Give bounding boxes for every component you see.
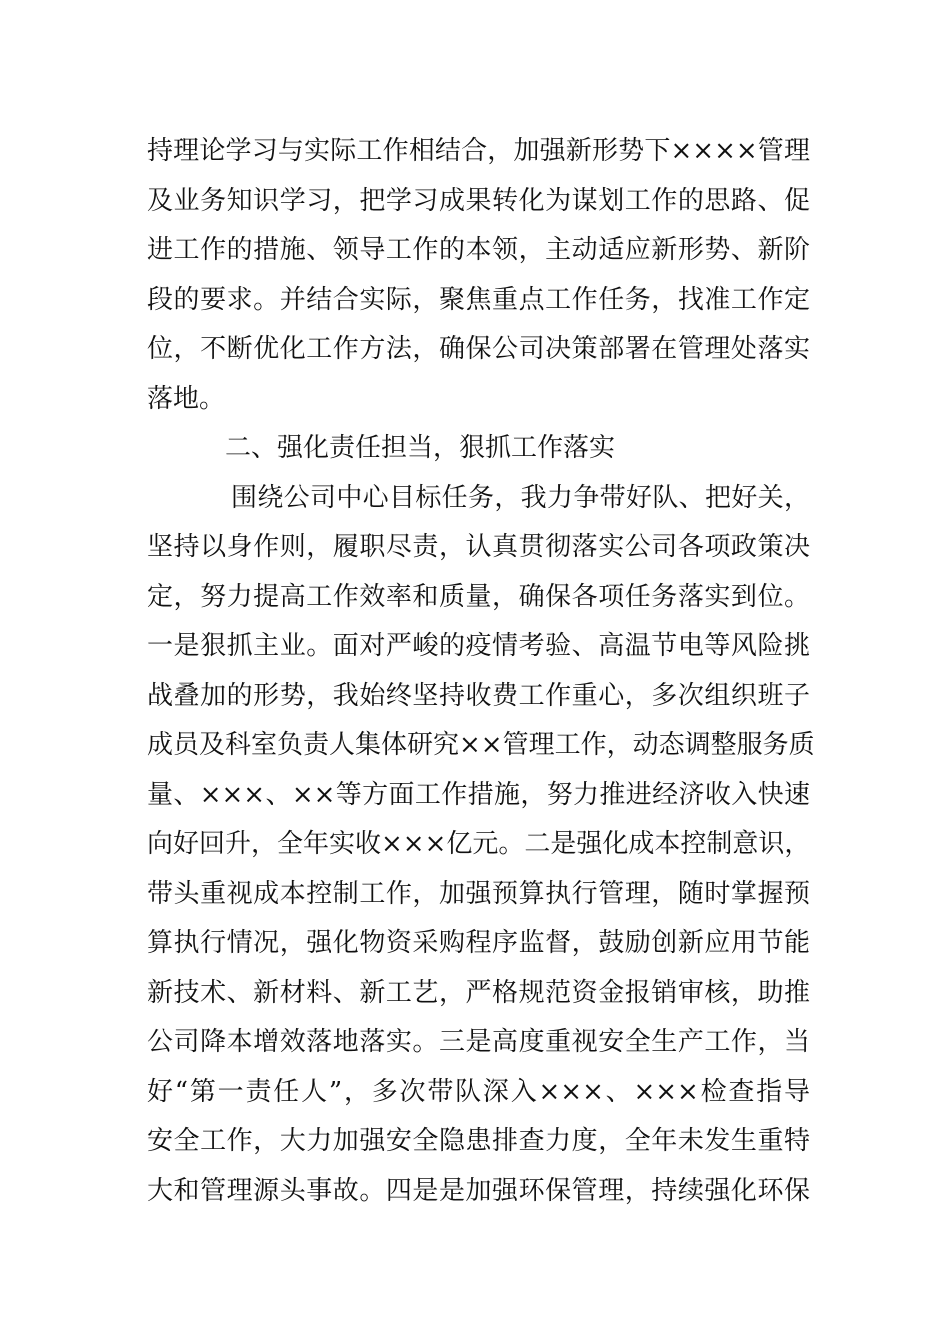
paragraph-section-2 (147, 474, 815, 1217)
text-line: 一是狠抓主业。面对严峻的疫情考验、高温节电等风险挑 (147, 631, 810, 661)
text-line: 向好回升，全年实收×××亿元。二是强化成本控制意识， (147, 829, 811, 859)
text-line: 落地。 (147, 383, 226, 414)
document-body (147, 127, 815, 1216)
text-line: 段的要求。并结合实际，聚焦重点工作任务，找准工作定 (147, 284, 810, 315)
text-line: 围绕公司中心目标任务，我力争带好队、把好关， (231, 482, 810, 513)
text-line: 位，不断优化工作方法，确保公司决策部署在管理处落实 (147, 334, 810, 364)
text-line: 带头重视成本控制工作，加强预算执行管理，随时掌握预 (147, 878, 810, 909)
text-line: 新技术、新材料、新工艺，严格规范资金报销审核，助推 (147, 977, 810, 1008)
text-line: 大和管理源头事故。四是是加强环保管理，持续强化环保 (147, 1175, 810, 1206)
text-line: 算执行情况，强化物资采购程序监督，鼓励创新应用节能 (147, 928, 810, 958)
text-line: 及业务知识学习，把学习成果转化为谋划工作的思路、促 (147, 185, 810, 216)
section-heading: 二、强化责任担当，狠抓工作落实 (225, 433, 616, 463)
text-line: 安全工作，大力加强安全隐患排查力度，全年未发生重特 (147, 1126, 810, 1156)
text-line: 量、×××、××等方面工作措施，努力推进经济收入快速 (147, 779, 810, 810)
text-line: 战叠加的形势，我始终坚持收费工作重心，多次组织班子 (147, 680, 810, 711)
text-line: 定，努力提高工作效率和质量，确保各项任务落实到位。 (147, 581, 810, 612)
paragraph-continued (147, 127, 810, 424)
text-line: 坚持以身作则，履职尽责，认真贯彻落实公司各项政策决 (147, 532, 810, 562)
text-line: 成员及科室负责人集体研究××管理工作，动态调整服务质 (147, 730, 815, 760)
text-line: 好“第一责任人”，多次带队深入×××、×××检查指导 (147, 1076, 810, 1107)
text-line: 公司降本增效落地落实。三是高度重视安全生产工作，当 (147, 1027, 810, 1057)
text-line: 进工作的措施、领导工作的本领，主动适应新形势、新阶 (147, 235, 810, 265)
text-line: 持理论学习与实际工作相结合，加强新形势下××××管理 (147, 136, 810, 166)
